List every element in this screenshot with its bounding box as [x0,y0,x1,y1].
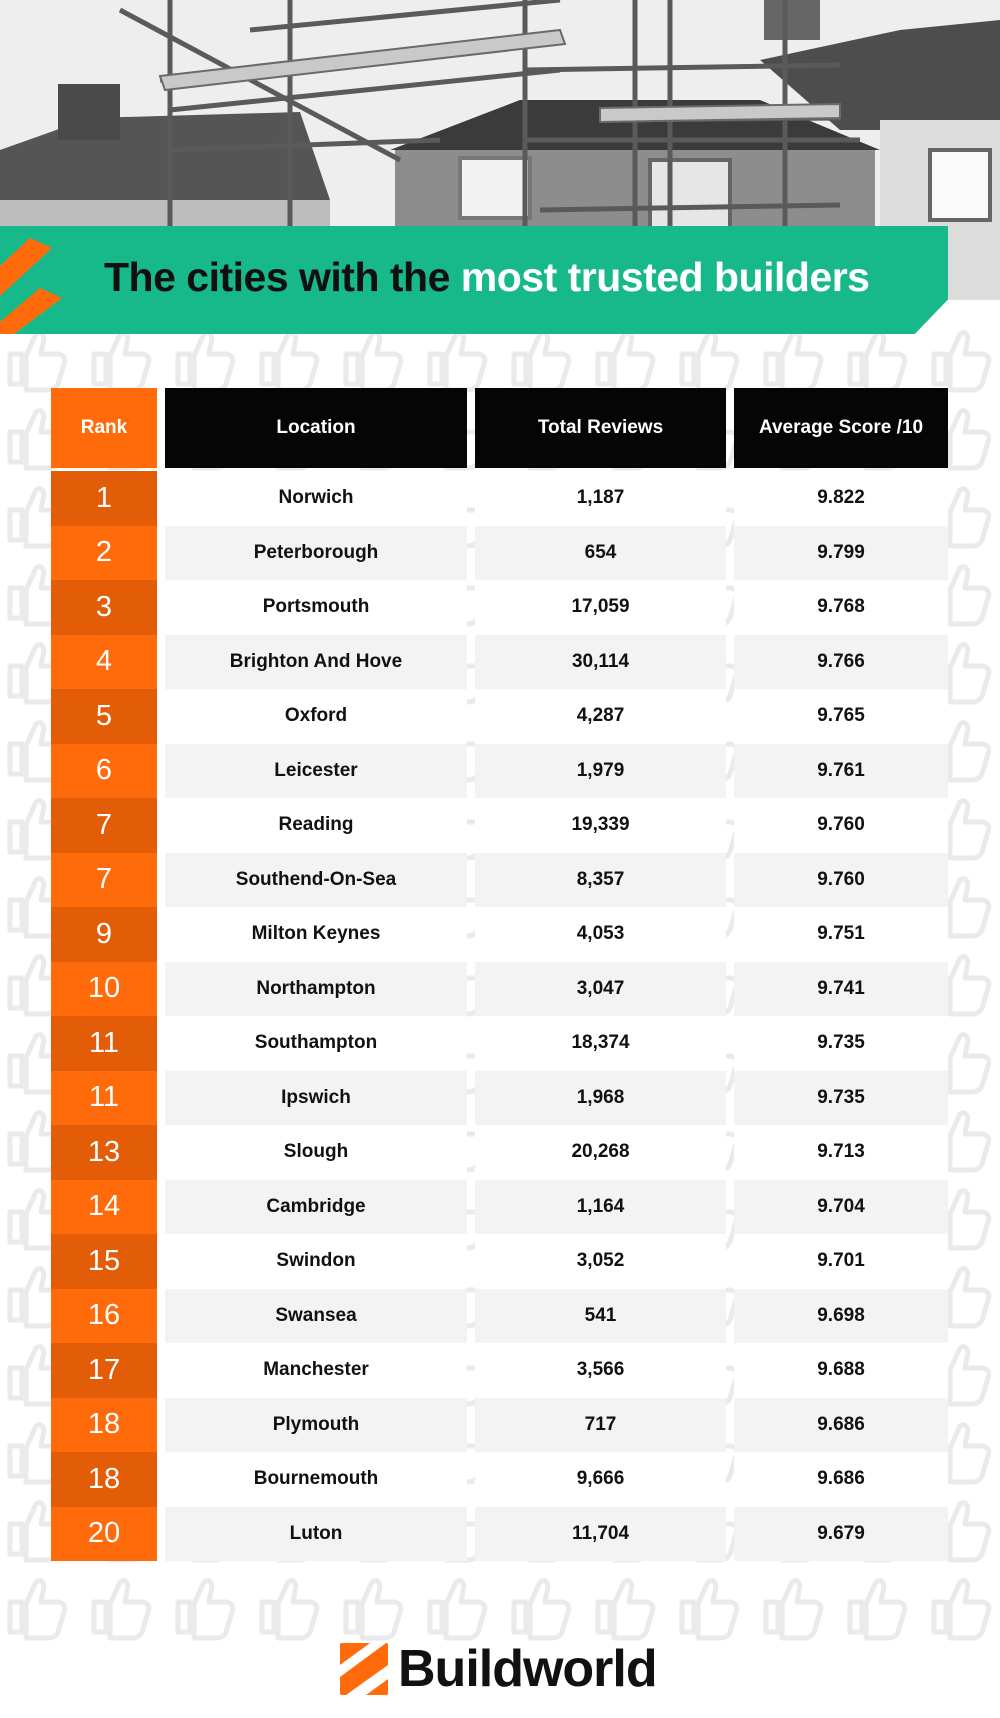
score-cell: 9.765 [734,689,948,744]
rank-cell: 7 [51,798,157,853]
location-cell: Cambridge [165,1180,467,1235]
rank-cell: 10 [51,962,157,1017]
location-cell: Reading [165,798,467,853]
rank-cell: 20 [51,1507,157,1562]
location-cell: Luton [165,1507,467,1562]
rank-cell: 3 [51,580,157,635]
reviews-cell: 1,979 [475,744,726,799]
score-cell: 9.751 [734,907,948,962]
header-location: Location [165,388,467,468]
page-title [104,254,869,301]
location-cell: Bournemouth [165,1452,467,1507]
score-cell: 9.698 [734,1289,948,1344]
header-rank: Rank [51,388,157,468]
location-cell: Swindon [165,1234,467,1289]
rank-cell: 4 [51,635,157,690]
score-cell: 9.760 [734,798,948,853]
reviews-cell: 17,059 [475,580,726,635]
reviews-cell: 20,268 [475,1125,726,1180]
rank-cell: 11 [51,1016,157,1071]
rank-cell: 11 [51,1071,157,1126]
location-cell: Slough [165,1125,467,1180]
reviews-cell: 8,357 [475,853,726,908]
location-cell: Peterborough [165,526,467,581]
header-average-score: Average Score /10 [734,388,948,468]
reviews-cell: 1,187 [475,471,726,526]
rank-cell: 18 [51,1398,157,1453]
reviews-cell: 19,339 [475,798,726,853]
score-cell: 9.704 [734,1180,948,1235]
location-cell: Swansea [165,1289,467,1344]
score-cell: 9.761 [734,744,948,799]
rank-cell: 5 [51,689,157,744]
rank-cell: 15 [51,1234,157,1289]
rank-cell: 14 [51,1180,157,1235]
location-cell: Plymouth [165,1398,467,1453]
rank-cell: 18 [51,1452,157,1507]
score-cell: 9.768 [734,580,948,635]
score-cell: 9.686 [734,1398,948,1453]
reviews-cell: 3,047 [475,962,726,1017]
reviews-cell: 4,053 [475,907,726,962]
rank-cell: 17 [51,1343,157,1398]
buildworld-logo-icon [340,1643,388,1695]
score-cell: 9.688 [734,1343,948,1398]
header-total-reviews: Total Reviews [475,388,726,468]
location-cell: Leicester [165,744,467,799]
reviews-cell: 3,566 [475,1343,726,1398]
score-cell: 9.713 [734,1125,948,1180]
title-part-dark: The cities with the [104,254,461,300]
score-cell: 9.799 [734,526,948,581]
score-cell: 9.760 [734,853,948,908]
score-cell: 9.701 [734,1234,948,1289]
reviews-cell: 4,287 [475,689,726,744]
score-cell: 9.679 [734,1507,948,1562]
rank-cell: 1 [51,471,157,526]
reviews-cell: 717 [475,1398,726,1453]
rank-cell: 16 [51,1289,157,1344]
location-cell: Portsmouth [165,580,467,635]
reviews-cell: 1,968 [475,1071,726,1126]
location-cell: Brighton And Hove [165,635,467,690]
brand-logo [340,1640,657,1698]
rank-cell: 7 [51,853,157,908]
reviews-cell: 654 [475,526,726,581]
location-cell: Ipswich [165,1071,467,1126]
rank-cell: 2 [51,526,157,581]
brand-name: Buildworld [398,1640,657,1698]
buildworld-stripe-icon [0,226,70,334]
reviews-cell: 541 [475,1289,726,1344]
location-cell: Northampton [165,962,467,1017]
reviews-cell: 11,704 [475,1507,726,1562]
reviews-cell: 1,164 [475,1180,726,1235]
location-cell: Milton Keynes [165,907,467,962]
location-cell: Southend-On-Sea [165,853,467,908]
location-cell: Oxford [165,689,467,744]
score-cell: 9.686 [734,1452,948,1507]
rank-cell: 13 [51,1125,157,1180]
reviews-cell: 3,052 [475,1234,726,1289]
score-cell: 9.735 [734,1016,948,1071]
location-cell: Manchester [165,1343,467,1398]
reviews-cell: 18,374 [475,1016,726,1071]
score-cell: 9.822 [734,471,948,526]
location-cell: Norwich [165,471,467,526]
rank-cell: 6 [51,744,157,799]
score-cell: 9.766 [734,635,948,690]
location-cell: Southampton [165,1016,467,1071]
reviews-cell: 30,114 [475,635,726,690]
score-cell: 9.741 [734,962,948,1017]
score-cell: 9.735 [734,1071,948,1126]
rank-cell: 9 [51,907,157,962]
title-part-highlight: most trusted builders [460,254,870,300]
reviews-cell: 9,666 [475,1452,726,1507]
